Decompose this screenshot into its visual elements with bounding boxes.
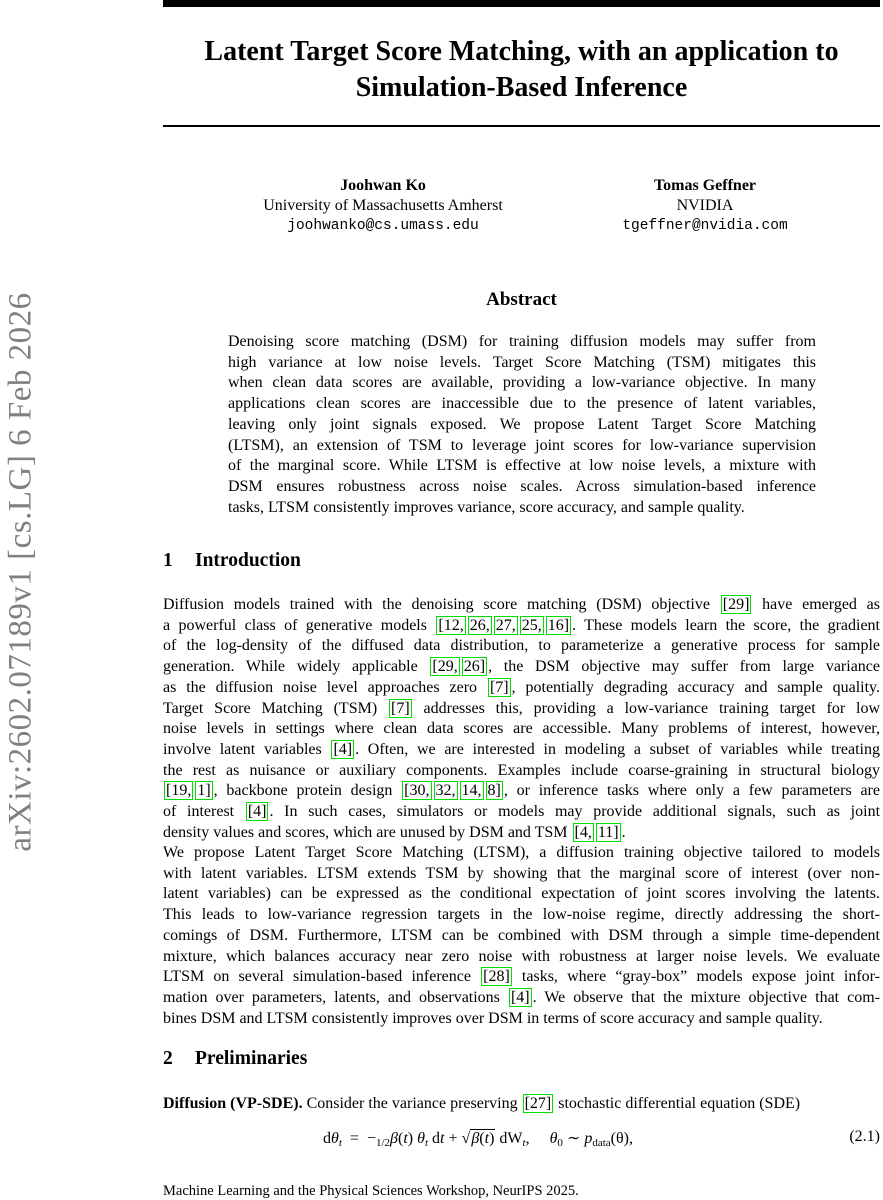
citation-link[interactable]: [4] (247, 803, 267, 821)
author-email[interactable]: joohwanko@cs.umass.edu (287, 218, 479, 234)
text-line: Diffusion (VP-SDE). Consider the variance preserving [27] stochastic differential equation (SDE) (163, 1095, 801, 1112)
intro-paragraph-1 (163, 595, 880, 843)
author-block (233, 176, 533, 236)
citation-link[interactable]: [4] (510, 988, 530, 1006)
citation-link[interactable]: 32, (435, 782, 456, 800)
arxiv-stamp (0, 262, 42, 882)
venue-footer: Machine Learning and the Physical Sciences Workshop, NeurIPS 2025. (163, 1183, 579, 1199)
citation-link[interactable]: [28] (483, 968, 510, 986)
citation-link[interactable]: 25, (521, 616, 542, 634)
abstract-line: (LTSM), an extension of TSM to leverage joint scores for low-variance supervision (228, 436, 816, 454)
text-line: mation over parameters, latents, and observations [4] . We observe that the mixture objective that com- (163, 988, 881, 1006)
section-heading-preliminaries (163, 1047, 880, 1071)
citation-link[interactable]: [4] (333, 740, 353, 758)
text-line: LTSM on several simulation-based inference [28] tasks, where “gray-box” models expose joint infor- (163, 968, 880, 986)
citation-link[interactable]: [29, (432, 658, 458, 676)
citation-link[interactable]: 27, (495, 616, 516, 634)
text-line: Target Score Matching (TSM) [7] addresses this, providing a low-variance training target for low (163, 699, 881, 717)
abstract-line: high variance at low noise levels. Target Score Matching (TSM) mitigates this (228, 353, 816, 371)
citation-link[interactable]: 11] (597, 823, 619, 841)
author-name: Joohwan Ko (340, 177, 426, 194)
citation-link[interactable]: [7] (489, 678, 509, 696)
citation-link[interactable]: 16] (547, 616, 570, 634)
prelim-paragraph (163, 1094, 880, 1115)
text-line: noise levels in settings where clean data scores are accessible. Many problems of interest, however, (163, 720, 880, 738)
section-number: 1 (163, 550, 173, 571)
abstract-line: when clean data scores are available, providing a low-variance objective. In many (228, 374, 816, 392)
abstract-line: DSM ensures robustness across noise scales. Across simulation-based inference (228, 477, 816, 495)
text-line: involve latent variables [4] . Often, we are interested in modeling a subset of variables while treating (163, 740, 880, 758)
author-affiliation: NVIDIA (676, 197, 734, 214)
citation-link[interactable]: 1] (197, 782, 211, 800)
text-line: Diffusion models trained with the denoising score matching (DSM) objective [29] have emerged as (163, 596, 881, 613)
title-line-1: Latent Target Score Matching, with an application to (204, 36, 839, 67)
title-line-2: Simulation-Based Inference (355, 72, 688, 103)
abstract-line: Denoising score matching (DSM) for training diffusion models may suffer from (228, 333, 816, 350)
section-title: Introduction (195, 550, 301, 571)
text-line: [19, 1] , backbone protein design [30, 32, 14, 8] , or inference tasks where only a few parameters are (166, 782, 880, 800)
text-line: latent variables) can be expressed as the conditional expectation of joint scores involving the latents. (163, 885, 880, 903)
text-line: comings of DSM. Furthermore, LTSM can be combined with DSM through a simple time-dependent (163, 926, 880, 944)
section-title: Preliminaries (195, 1048, 308, 1069)
citation-link[interactable]: [30, (404, 782, 430, 800)
text-line: the rest as nuisance or auxiliary components. Examples include coarse-graining in structural biology (163, 761, 880, 779)
text-line: of the log-density of the diffused data distribution, to parameterize a generative process for sample (163, 637, 880, 655)
abstract-text (228, 332, 816, 518)
text-line: mixture, which balances accuracy near zero noise with robustness at larger noise levels. We evaluate (163, 947, 880, 965)
citation-link[interactable]: 26] (463, 658, 486, 676)
text-line: generation. While widely applicable [29, 26] , the DSM objective may suffer from large variance (163, 658, 881, 676)
abstract-line: of the marginal score. While LTSM is effective at low noise levels, a mixture with (228, 457, 816, 475)
arxiv-id: arXiv:2602.07189v1 [cs.LG] 6 Feb 2026 (2, 292, 39, 852)
equation-number: (2.1) (849, 1128, 880, 1145)
citation-link[interactable]: [27] (524, 1095, 552, 1112)
text-line: This leads to low-variance regression targets in the low-noise regime, directly addressing the short- (163, 906, 880, 924)
citation-link[interactable]: 8] (487, 782, 501, 800)
abstract-line: leaving only joint signals exposed. We propose Latent Target Score Matching (228, 415, 816, 433)
text-line: of interest [4] . In such cases, simulators or models may provide additional signals, such as joint (163, 803, 881, 821)
top-rule (163, 0, 880, 7)
text-line: with latent variables. LTSM extends TSM by showing that the marginal score of interest (over non- (163, 864, 880, 882)
author-email[interactable]: tgeffner@nvidia.com (622, 218, 788, 234)
title-rule (163, 125, 880, 127)
intro-paragraph-2 (163, 843, 880, 1029)
paragraph-lead: Diffusion (VP-SDE). (163, 1095, 303, 1112)
citation-link[interactable]: [7] (391, 699, 410, 717)
equation-body: $d\theta_t = -_{1/2}\beta(t)$ $\theta_t$ dt + √β(t) $dW_t$, $\theta_0$ ∼ $p_{data}(\theta)$, (323, 1130, 633, 1149)
author-name: Tomas Geffner (653, 177, 757, 194)
citation-link[interactable]: [12, (438, 616, 464, 634)
author-block (580, 176, 830, 236)
citation-link[interactable]: [4, (574, 823, 592, 841)
author-affiliation: University of Massachusetts Amherst (263, 197, 503, 214)
section-heading-introduction (163, 549, 880, 573)
abstract-heading: Abstract (486, 289, 557, 310)
text-line: bines DSM and LTSM consistently improves over DSM in terms of score accuracy and sample quality. (163, 1009, 823, 1027)
abstract-line: applications clean scores are inaccessible due to the presence of latent variables, (228, 395, 816, 413)
text-line: a powerful class of generative models [12, 26, 27, 25, 16] . These models learn the score, the gradient (163, 616, 880, 634)
abstract-line: tasks, LTSM consistently improves variance, score accuracy, and sample quality. (228, 498, 745, 516)
paper-title (163, 34, 880, 106)
citation-link[interactable]: [19, (166, 782, 192, 800)
citation-link[interactable]: 14, (461, 782, 482, 800)
text-line: We propose Latent Target Score Matching (LTSM), a diffusion training objective tailored to models (163, 844, 880, 861)
section-number: 2 (163, 1048, 173, 1069)
citation-link[interactable]: 26, (469, 616, 490, 634)
citation-link[interactable]: [29] (722, 596, 750, 613)
text-line: density values and scores, which are unused by DSM and TSM [4, 11] . (163, 823, 626, 841)
text-line: as the diffusion noise level approaches zero [7] , potentially degrading accuracy and sample quality. (163, 678, 881, 696)
equation-2-1 (163, 1124, 880, 1156)
